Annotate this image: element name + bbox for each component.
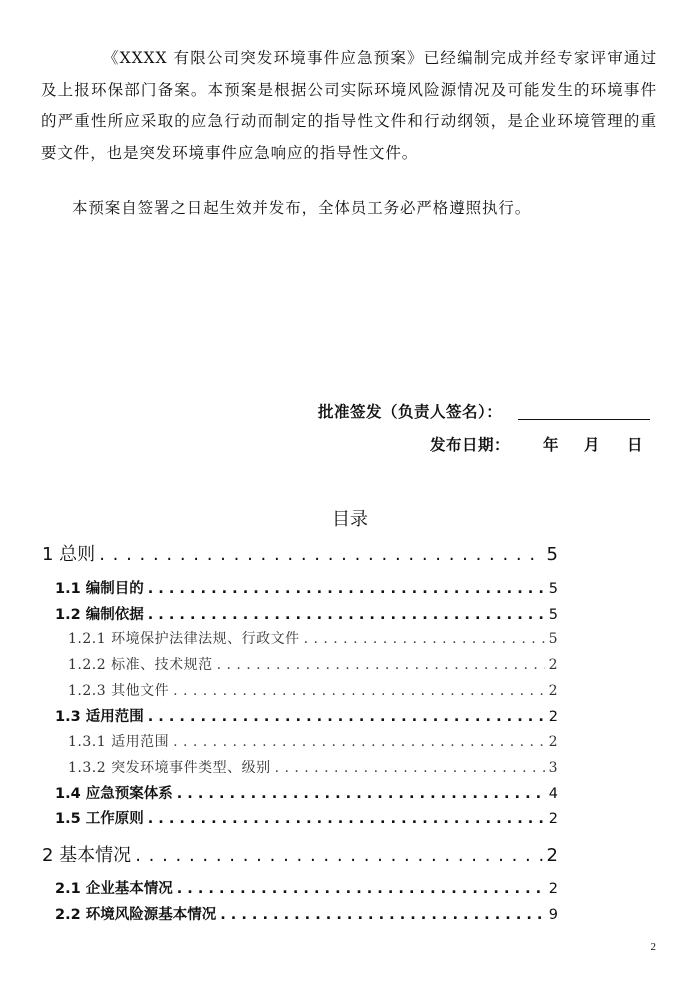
toc-entry-page: 5: [548, 607, 558, 623]
toc-leader: [148, 811, 545, 827]
toc-leader: [217, 657, 545, 673]
toc-entry-label: 1.3.1 适用范围: [68, 734, 170, 750]
toc-leader: [220, 907, 545, 923]
toc-entry[interactable]: [55, 705, 558, 726]
toc-entry-page: 5: [548, 631, 558, 647]
toc-entry[interactable]: [42, 841, 558, 867]
toc-entry-label: 1.4 应急预案体系: [55, 786, 173, 802]
toc-entry[interactable]: [55, 903, 558, 924]
toc-entry[interactable]: [68, 680, 558, 700]
toc-leader: [177, 786, 545, 802]
toc-entry-page: 2: [548, 811, 558, 827]
toc-entry[interactable]: [68, 628, 558, 648]
toc-leader: [173, 683, 545, 699]
toc-leader: [304, 631, 545, 647]
page-number: 2: [650, 941, 656, 953]
toc-entry-page: 2: [548, 709, 558, 725]
toc-entry-page: 2: [548, 881, 558, 897]
toc-entry[interactable]: [55, 807, 558, 828]
date-label: 发布日期：: [430, 436, 511, 454]
toc-entry[interactable]: [55, 603, 558, 624]
toc-entry-page: 4: [548, 786, 558, 802]
signature-line: [518, 419, 650, 420]
toc-leader: [148, 709, 545, 725]
toc-entry-page: 9: [548, 907, 558, 923]
toc-entry[interactable]: [68, 731, 558, 751]
toc-entry-page: 5: [548, 581, 558, 597]
date-day: 日: [627, 436, 644, 454]
toc-entry-label: 1.5 工作原则: [55, 811, 144, 827]
date-month: 月: [584, 436, 601, 454]
toc-entry-label: 1 总则: [42, 544, 96, 565]
toc-entry-label: 1.2.2 标准、技术规范: [68, 657, 213, 673]
toc-entry[interactable]: [68, 757, 558, 777]
toc-entry-page: 2: [546, 845, 558, 866]
toc-entry[interactable]: [55, 877, 558, 898]
toc-entry-page: 3: [548, 760, 558, 776]
toc-entry-page: 2: [548, 683, 558, 699]
toc-leader: [135, 845, 542, 866]
toc-entry-label: 1.1 编制目的: [55, 581, 144, 597]
toc-leader: [177, 881, 545, 897]
intro-paragraph-1: 《XXXX 有限公司突发环境事件应急预案》已经编制完成并经专家评审通过及上报环保部门备案。本预案是根据公司实际环境风险源情况及可能发生的环境事件的严重性所应采取的应急行动而制定的指导性文件和行动纲领，是企业环境管理的重要文件，也是突发环境事件应急响应的指导性文件。: [41, 49, 657, 162]
approval-label: 批准签发（负责人签名）：: [318, 403, 503, 421]
toc-entry[interactable]: [68, 654, 558, 674]
toc-entry-label: 1.2.3 其他文件: [68, 683, 170, 699]
toc-entry-label: 1.2.1 环境保护法律法规、行政文件: [68, 631, 300, 647]
toc-leader: [148, 581, 545, 597]
toc-entry-label: 2.2 环境风险源基本情况: [55, 907, 217, 923]
toc-entry-label: 1.3 适用范围: [55, 709, 144, 725]
toc-entry[interactable]: [42, 540, 558, 566]
toc-entry[interactable]: [55, 577, 558, 598]
toc-leader: [99, 544, 542, 565]
date-year: 年: [543, 436, 560, 454]
intro-paragraph-2: 本预案自签署之日起生效并发布，全体员工务必严格遵照执行。: [72, 199, 532, 217]
toc-entry-page: 5: [546, 544, 558, 565]
toc-entry-label: 1.2 编制依据: [55, 607, 144, 623]
toc-entry-label: 2 基本情况: [42, 845, 132, 866]
toc-entry-page: 2: [548, 657, 558, 673]
toc-entry-label: 2.1 企业基本情况: [55, 881, 173, 897]
toc-entry[interactable]: [55, 782, 558, 803]
toc-leader: [275, 760, 545, 776]
toc-title: 目录: [332, 509, 368, 530]
toc-entry-label: 1.3.2 突发环境事件类型、级别: [68, 760, 271, 776]
toc-leader: [148, 607, 545, 623]
toc-entry-page: 2: [548, 734, 558, 750]
toc-leader: [173, 734, 545, 750]
